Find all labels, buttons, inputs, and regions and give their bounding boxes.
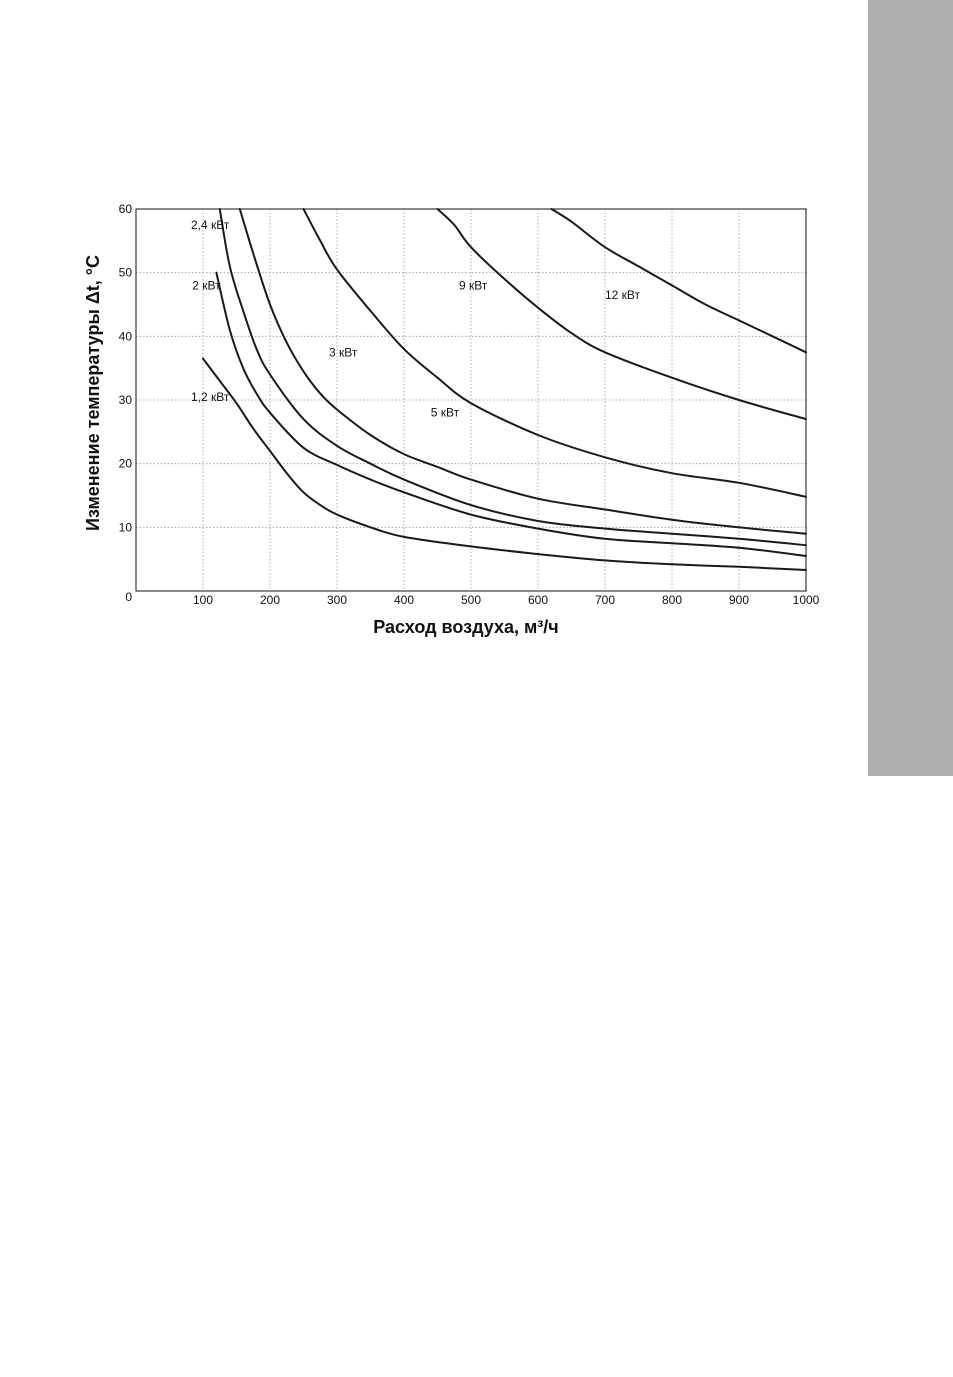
series-label: 1,2 кВт <box>190 389 230 404</box>
series-label: 2,4 кВт <box>190 217 230 232</box>
series-line-6 <box>551 209 806 352</box>
x-tick-label: 800 <box>661 593 683 607</box>
curves <box>203 209 806 570</box>
y-axis-title: Изменение температуры Δt, °C <box>83 255 103 531</box>
origin-label: 0 <box>125 590 132 604</box>
y-tick-label: 10 <box>118 520 132 535</box>
series-labels <box>191 218 641 420</box>
x-tick-label: 500 <box>460 593 482 607</box>
x-tick-label: 300 <box>326 593 348 607</box>
series-line-5 <box>438 209 807 419</box>
x-tick-label: 700 <box>594 593 616 607</box>
grid <box>136 209 806 591</box>
series-label: 9 кВт <box>458 278 488 293</box>
series-label: 12 кВт <box>605 287 641 302</box>
y-tick-label: 20 <box>118 456 132 471</box>
series-line-1 <box>216 273 806 556</box>
y-tick-label: 40 <box>118 329 132 344</box>
series-line-3 <box>240 209 806 534</box>
y-tick-label: 30 <box>118 393 132 407</box>
series-line-0 <box>203 359 806 570</box>
y-tick-label: 50 <box>118 265 132 280</box>
series-label: 2 кВт <box>192 278 221 293</box>
x-tick-label: 400 <box>393 593 415 607</box>
x-tick-label: 100 <box>192 593 214 607</box>
x-tick-label: 600 <box>527 593 549 607</box>
y-tick-label: 60 <box>118 202 132 216</box>
x-tick-label: 900 <box>728 593 750 607</box>
series-line-4 <box>304 209 807 497</box>
x-tick-label: 1000 <box>792 593 820 607</box>
x-tick-label: 200 <box>259 593 281 607</box>
x-axis-title: Расход воздуха, м³/ч <box>373 617 559 637</box>
series-label: 5 кВт <box>430 405 460 420</box>
series-label: 3 кВт <box>328 345 358 360</box>
